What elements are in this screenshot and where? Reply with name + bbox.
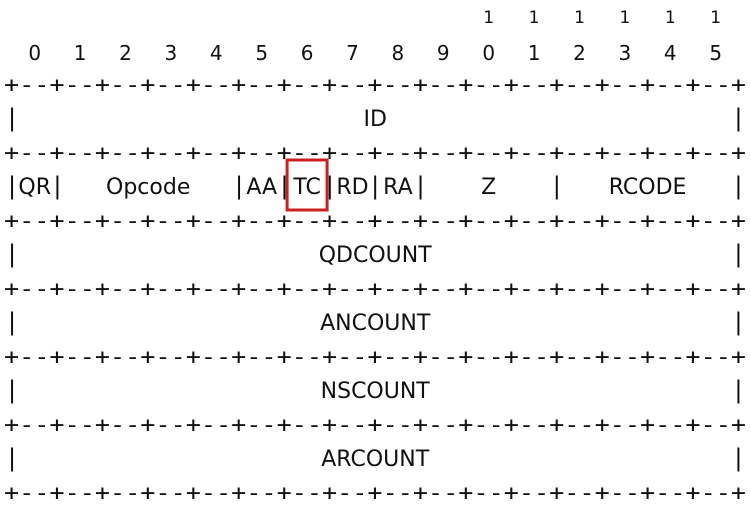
bit-tens-digit: 1 (710, 8, 722, 28)
field-separator: | (325, 172, 334, 200)
bit-tens-digit: 1 (483, 8, 495, 28)
field-label-rcode: RCODE (608, 175, 687, 200)
field-separator: | (234, 172, 244, 200)
field-label-opcode: Opcode (106, 175, 191, 200)
bit-number: 8 (391, 41, 405, 65)
field-separator: | (371, 172, 380, 200)
field-separator: | (734, 240, 743, 268)
bit-tens-digit: 1 (528, 8, 540, 28)
bit-number: 1 (527, 41, 541, 65)
field-separator: | (7, 172, 17, 200)
field-separator: | (7, 376, 17, 404)
bit-number: 3 (618, 41, 632, 65)
bit-number: 5 (255, 41, 269, 65)
field-label-rd: RD (336, 175, 369, 200)
field-separator: | (53, 172, 62, 200)
field-separator: | (7, 104, 17, 132)
bit-number: 2 (573, 41, 586, 65)
field-label-nscount: NSCOUNT (320, 379, 430, 404)
field-separator: | (7, 240, 17, 268)
field-separator: | (734, 376, 743, 404)
bit-number: 4 (663, 41, 677, 65)
row-border-5: +--+--+--+--+--+--+--+--+--+--+--+--+--+--+--+--+ (4, 413, 746, 438)
field-label-tc: TC (293, 175, 321, 200)
row-border-6: +--+--+--+--+--+--+--+--+--+--+--+--+--+--+--+--+ (4, 481, 746, 506)
row-border-2: +--+--+--+--+--+--+--+--+--+--+--+--+--+--+--+--+ (4, 209, 746, 234)
row-border-3: +--+--+--+--+--+--+--+--+--+--+--+--+--+--+--+--+ (4, 277, 746, 302)
field-label-ancount: ANCOUNT (320, 311, 431, 336)
field-separator: | (734, 104, 743, 132)
field-separator: | (280, 172, 289, 200)
bit-tens-digit: 1 (574, 8, 585, 28)
field-label-arcount: ARCOUNT (321, 447, 430, 472)
bit-tens-digit: 1 (619, 8, 631, 28)
row-border-0: +--+--+--+--+--+--+--+--+--+--+--+--+--+--+--+--+ (4, 73, 746, 98)
bit-number: 3 (164, 41, 178, 65)
row-border-4: +--+--+--+--+--+--+--+--+--+--+--+--+--+--+--+--+ (4, 345, 746, 370)
field-label-aa: AA (246, 175, 278, 200)
bit-number: 9 (436, 41, 450, 65)
bit-number: 4 (209, 41, 223, 65)
field-separator: | (734, 444, 743, 472)
field-separator: | (552, 172, 561, 200)
field-separator: | (734, 172, 743, 200)
row-border-1: +--+--+--+--+--+--+--+--+--+--+--+--+--+--+--+--+ (4, 141, 746, 166)
field-label-qdcount: QDCOUNT (318, 243, 432, 268)
field-label-ra: RA (383, 175, 413, 200)
field-label-z: Z (481, 175, 497, 200)
bit-tens-digit: 1 (664, 8, 676, 28)
bit-number: 0 (482, 41, 496, 65)
field-label-qr: QR (18, 175, 52, 200)
bit-number: 5 (709, 41, 723, 65)
bit-number: 0 (28, 41, 42, 65)
bit-number: 7 (346, 41, 359, 65)
field-label-id: ID (363, 107, 387, 132)
field-separator: | (7, 444, 17, 472)
bit-number: 1 (73, 41, 87, 65)
bit-number: 6 (300, 41, 314, 65)
field-separator: | (416, 172, 425, 200)
field-separator: | (7, 308, 17, 336)
bit-number: 2 (119, 41, 132, 65)
field-separator: | (734, 308, 743, 336)
